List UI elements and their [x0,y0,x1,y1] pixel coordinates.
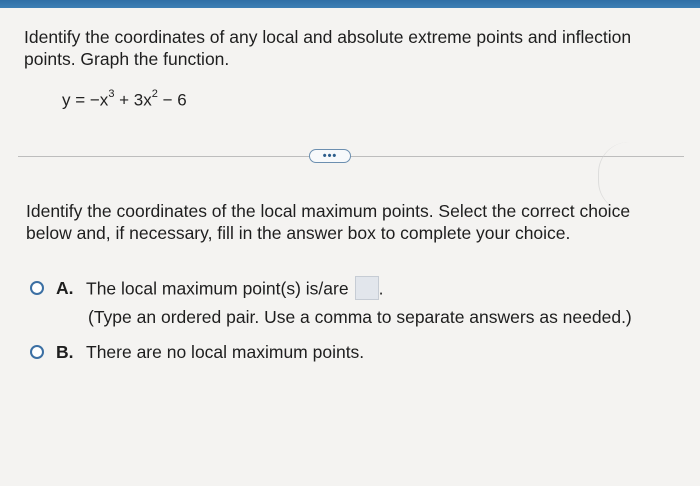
equation-rhs: − 6 [157,90,187,110]
choice-a-radio[interactable] [30,281,44,295]
choice-a[interactable] [30,278,383,302]
choice-b-radio[interactable] [30,345,44,359]
equation-exponent-3: 3 [108,88,115,100]
choice-a-suffix: . [378,278,384,299]
function-equation [62,90,187,111]
choice-a-hint: (Type an ordered pair. Use a comma to separate answers as needed.) [88,307,632,327]
header-bar [0,0,700,8]
section-divider [18,156,684,157]
choice-a-label [86,278,383,302]
choice-a-letter: A. [56,278,74,298]
equation-mid: + 3x [114,90,152,110]
choice-b-letter: B. [56,342,74,362]
question-text: Identify the coordinates of any local and absolute extreme points and inflection points. Graph the function. [24,27,632,69]
equation-lhs: y = −x [62,90,109,110]
choice-a-text: The local maximum point(s) is/are [86,278,349,299]
equation-exponent-2: 2 [151,88,158,100]
part-prompt: Identify the coordinates of the local maximum points. Select the correct choice below and, if necessary, fill in the answer box to complete your choice. [26,201,631,243]
answer-input-box[interactable] [355,276,379,300]
choice-b[interactable] [30,342,364,363]
choice-b-text: There are no local maximum points. [86,342,365,362]
more-options-button[interactable]: ••• [309,149,351,163]
